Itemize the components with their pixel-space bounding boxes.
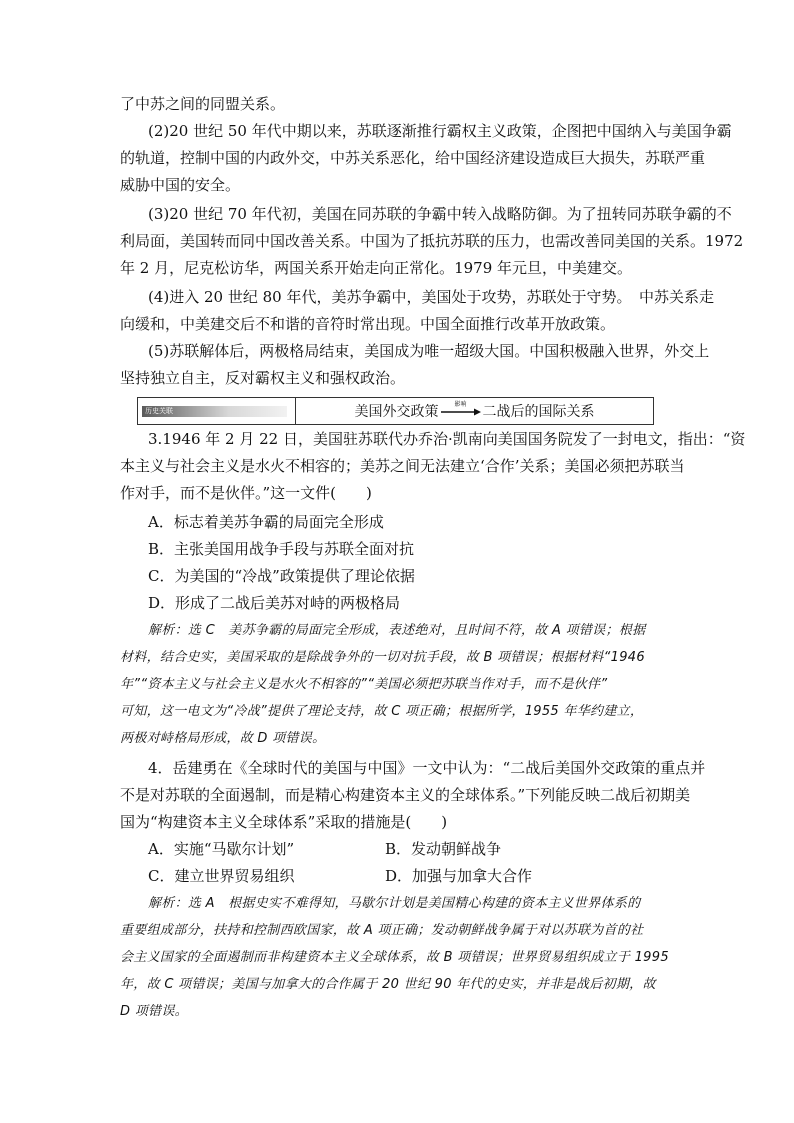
text-line: 年”“资本主义与社会主义是水火不相容的”“美国必须把苏联当作对手，而不是伙伴”	[120, 677, 608, 692]
text-line: 材料，结合史实，美国采取的是除战争外的一切对抗手段，故 B 项错误；根据材料“1946	[120, 650, 645, 665]
text-line: D 项错误。	[120, 1004, 188, 1019]
text-line: 利局面，美国转而同中国改善关系。中国为了抵抗苏联的压力，也需改善同美国的关系。1972	[120, 232, 744, 250]
text-line: 不是对苏联的全面遏制，而是精心构建资本主义的全球体系。”下列能反映二战后初期美	[120, 786, 691, 804]
arrow-label: 影响	[454, 400, 467, 408]
paragraph-5	[120, 338, 710, 392]
paragraph-4	[120, 284, 714, 338]
text-line: 坚持独立自主，反对霸权主义和强权政治。	[120, 369, 406, 387]
q3-option-c: C．为美国的“冷战”政策提供了理论依据	[148, 567, 415, 585]
paragraph-top	[120, 91, 675, 118]
banner-tag	[138, 398, 296, 424]
text-line: 3.1946 年 2 月 22 日，美国驻苏联代办乔治·凯南向美国国务院发了一封电文，指出：“资	[148, 430, 746, 448]
text-line: (5)苏联解体后，两极格局结束，美国成为唯一超级大国。中国积极融入世界，外交上	[148, 342, 710, 360]
text-line: 作对手，而不是伙伴。”这一文件( )	[120, 484, 372, 502]
text-line: 威胁中国的安全。	[120, 176, 241, 194]
q3-option-b: B．主张美国用战争手段与苏联全面对抗	[148, 540, 415, 558]
text-line: 向缓和，中美建交后不和谐的音符时常出现。中国全面推行改革开放政策。	[120, 315, 616, 333]
text-line: 了中苏之间的同盟关系。	[120, 95, 286, 113]
text-line: 4．岳建勇在《全球时代的美国与中国》一文中认为：“二战后美国外交政策的重点并	[148, 759, 706, 777]
banner-tag-label: 历史关联	[142, 406, 287, 417]
text-line: 重要组成部分，扶持和控制西欧国家，故 A 项正确；发动朝鲜战争属于对以苏联为首的社	[120, 923, 644, 938]
text-line: 国为“构建资本主义全球体系”采取的措施是( )	[120, 813, 448, 831]
text-line: 解析：选 A 根据史实不难得知，马歇尔计划是美国精心构建的资本主义世界体系的	[148, 896, 641, 911]
text-line: (3)20 世纪 70 年代初，美国在同苏联的争霸中转入战略防御。为了扭转同苏联争霸的不	[148, 205, 732, 223]
text-line: 本主义与社会主义是水火不相容的；美苏之间无法建立‘合作’关系；美国必须把苏联当	[120, 457, 685, 475]
q3-option-d: D．形成了二战后美苏对峙的两极格局	[148, 594, 401, 612]
q4-option-c: C．建立世界贸易组织	[148, 867, 295, 885]
question-4-stem	[120, 755, 706, 836]
text-line: (4)进入 20 世纪 80 年代，美苏争霸中，美国处于攻势，苏联处于守势。 中苏关系走	[148, 288, 714, 306]
right-arrow-icon	[441, 408, 481, 416]
q4-option-d: D．加强与加拿大合作	[385, 867, 533, 885]
paragraph-2	[120, 118, 732, 199]
topic-banner	[137, 397, 654, 425]
q3-option-a: A．标志着美苏争霸的局面完全形成	[148, 513, 384, 531]
text-line: 年 2 月，尼克松访华，两国关系开始走向正常化。1979 年元旦，中美建交。	[120, 259, 633, 277]
paragraph-3	[120, 201, 744, 282]
q4-option-a: A．实施“马歇尔计划”	[148, 840, 295, 858]
question-3-stem	[120, 426, 746, 507]
text-line: 会主义国家的全面遏制而非构建资本主义全球体系，故 B 项错误；世界贸易组织成立于 1995	[120, 950, 669, 965]
text-line: 解析：选 C 美苏争霸的局面完全形成，表述绝对，且时间不符，故 A 项错误；根据	[148, 623, 646, 638]
q3-analysis	[120, 617, 675, 752]
q4-option-b: B．发动朝鲜战争	[385, 840, 502, 858]
q4-analysis	[120, 890, 675, 1025]
banner-right-text: 二战后的国际关系	[482, 404, 595, 420]
influence-arrow	[441, 401, 481, 416]
text-line: 的轨道，控制中国的内政外交，中苏关系恶化，给中国经济建设造成巨大损失，苏联严重	[120, 149, 706, 167]
text-line: 年，故 C 项错误；美国与加拿大的合作属于 20 世纪 90 年代的史实，并非是战后初期，故	[120, 977, 656, 992]
banner-left-text: 美国外交政策	[354, 404, 439, 420]
text-line: 两极对峙格局形成，故 D 项错误。	[120, 731, 326, 746]
banner-title	[296, 398, 653, 424]
text-line: 可知，这一电文为“冷战”提供了理论支持，故 C 项正确；根据所学，1955 年华约建立，	[120, 704, 644, 719]
text-line: (2)20 世纪 50 年代中期以来，苏联逐渐推行霸权主义政策，企图把中国纳入与美国争霸	[148, 122, 732, 140]
